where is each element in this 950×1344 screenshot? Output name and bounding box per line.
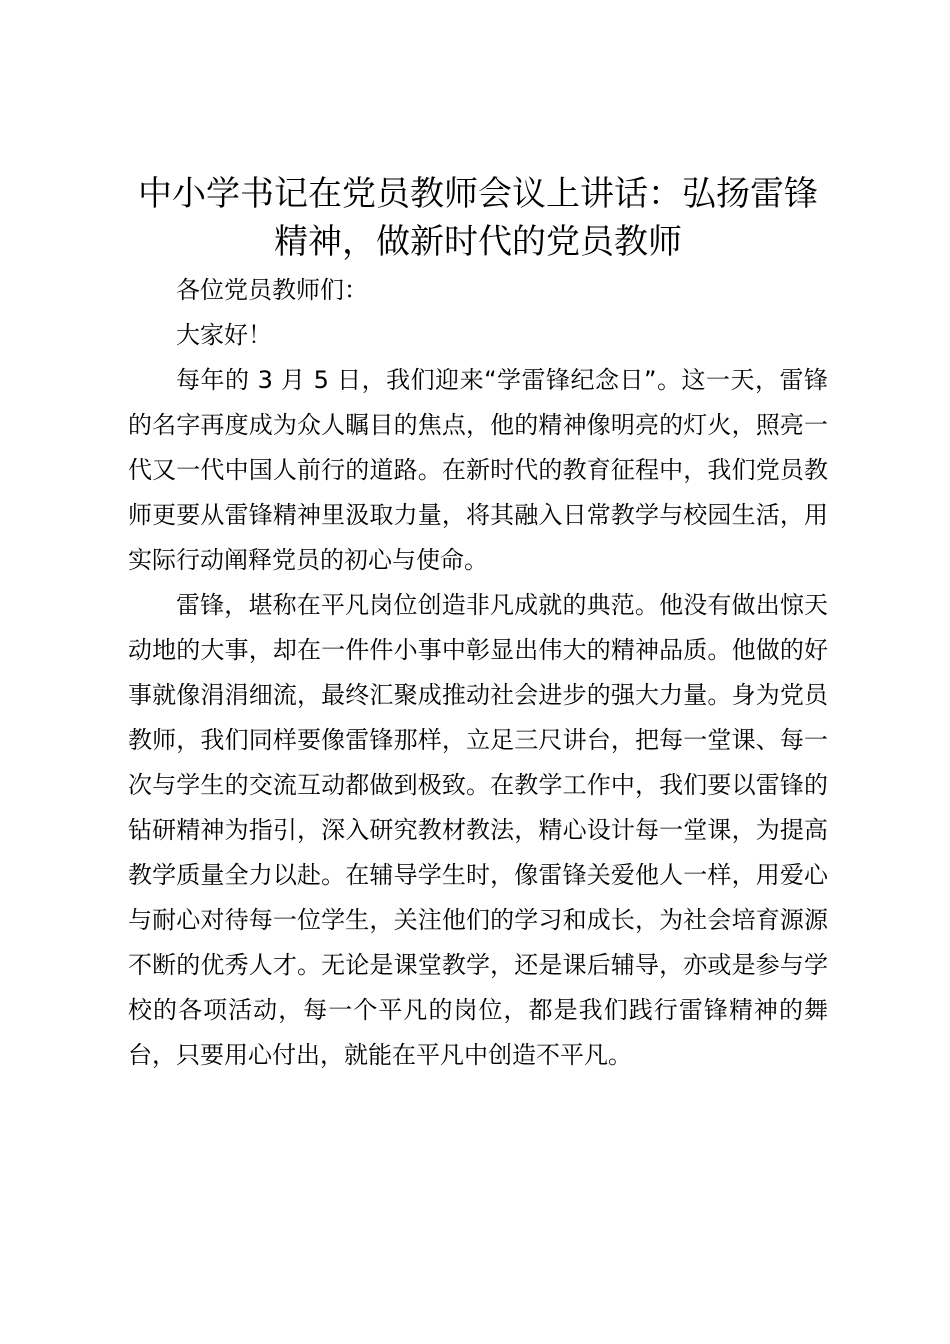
paragraph-intro: 每年的 3 月 5 日，我们迎来“学雷锋纪念日”。这一天，雷锋的名字再度成为众人瞩目的焦点，他的精神像明亮的灯火，照亮一代又一代中国人前行的道路。在新时代的教育征程中，我们党员教师更要从雷锋精神里汲取力量，将其融入日常教学与校园生活，用实际行动阐释党员的初心与使命。 (128, 366, 828, 574)
salutation: 各位党员教师们： (176, 276, 368, 304)
document-content (128, 170, 828, 1078)
greeting: 大家好！ (176, 321, 272, 349)
document-title: 中小学书记在党员教师会议上讲话：弘扬雷锋精神，做新时代的党员教师 (138, 174, 818, 262)
paragraph-leifeng: 雷锋，堪称在平凡岗位创造非凡成就的典范。他没有做出惊天动地的大事，却在一件件小事中彰显出伟大的精神品质。他做的好事就像涓涓细流，最终汇聚成推动社会进步的强大力量。身为党员教师，我们同样要像雷锋那样，立足三尺讲台，把每一堂课、每一次与学生的交流互动都做到极致。在教学工作中，我们要以雷锋的钻研精神为指引，深入研究教材教法，精心设计每一堂课，为提高教学质量全力以赴。在辅导学生时，像雷锋关爱他人一样，用爱心与耐心对待每一位学生，关注他们的学习和成长，为社会培育源源不断的优秀人才。无论是课堂教学，还是课后辅导，亦或是参与学校的各项活动，每一个平凡的岗位，都是我们践行雷锋精神的舞台，只要用心付出，就能在平凡中创造不平凡。 (128, 591, 828, 1069)
document-body (128, 268, 828, 1078)
